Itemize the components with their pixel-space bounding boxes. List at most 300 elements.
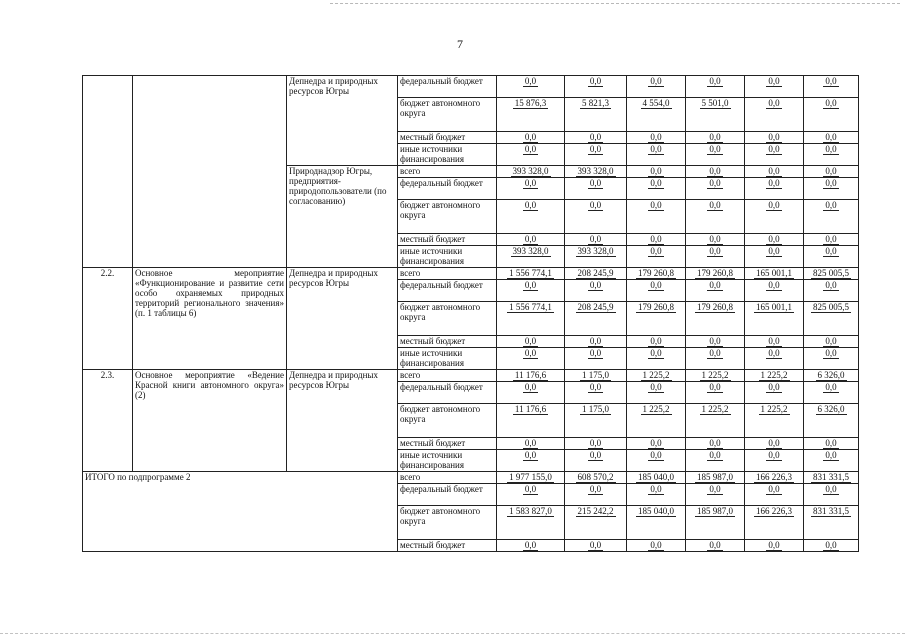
amount-value: 1 556 774,1 [509, 268, 552, 278]
amount-cell [745, 234, 804, 246]
amount-value: 1 225,2 [701, 404, 729, 414]
amount-value: 179 260,8 [638, 302, 674, 312]
amount-value: 5 821,3 [582, 98, 609, 108]
measure-code: 2.2. [83, 268, 133, 370]
funding-source: местный бюджет [398, 438, 497, 450]
amount-cell [745, 370, 804, 382]
amount-value: 0,0 [709, 200, 721, 210]
amount-value: 0,0 [825, 132, 837, 142]
amount-value: 215 242,2 [577, 506, 614, 516]
amount-cell [627, 178, 686, 200]
funding-source: бюджет автономного округа [398, 404, 497, 438]
amount-cell [686, 166, 745, 178]
amount-cell [565, 540, 627, 552]
funding-source: всего [398, 166, 497, 178]
amount-value: 1 977 155,0 [509, 472, 552, 482]
amount-cell [686, 280, 745, 302]
amount-value: 0,0 [650, 280, 662, 290]
amount-value: 0,0 [524, 484, 537, 494]
amount-value: 208 245,9 [577, 268, 614, 278]
funding-source: иные источники финансирования [398, 348, 497, 370]
amount-value: 0,0 [768, 76, 780, 86]
amount-cell [565, 506, 627, 540]
amount-cell [804, 472, 859, 484]
amount-cell [565, 348, 627, 370]
amount-value: 0,0 [589, 234, 602, 244]
amount-cell [804, 246, 859, 268]
funding-source: всего [398, 472, 497, 484]
amount-cell [565, 246, 627, 268]
amount-cell [686, 450, 745, 472]
amount-cell [745, 280, 804, 302]
amount-value: 0,0 [825, 438, 837, 448]
amount-value: 1 175,0 [582, 404, 609, 414]
amount-cell [686, 382, 745, 404]
amount-value: 0,0 [709, 234, 721, 244]
amount-cell [686, 404, 745, 438]
amount-value: 0,0 [524, 234, 537, 244]
amount-cell [804, 302, 859, 336]
amount-cell [627, 234, 686, 246]
amount-cell [627, 370, 686, 382]
amount-value: 0,0 [524, 178, 537, 188]
amount-value: 0,0 [768, 484, 780, 494]
amount-value: 0,0 [589, 484, 602, 494]
amount-value: 0,0 [650, 450, 662, 460]
amount-cell [745, 178, 804, 200]
amount-cell [627, 404, 686, 438]
amount-cell [565, 302, 627, 336]
amount-value: 0,0 [524, 382, 537, 392]
amount-value: 1 225,2 [760, 370, 788, 380]
amount-cell [497, 540, 565, 552]
amount-cell [804, 234, 859, 246]
amount-value: 0,0 [650, 144, 662, 154]
amount-cell [745, 472, 804, 484]
amount-value: 0,0 [825, 234, 837, 244]
amount-value: 0,0 [589, 132, 602, 142]
amount-value: 0,0 [524, 438, 537, 448]
amount-cell [497, 336, 565, 348]
funding-source: бюджет автономного округа [398, 302, 497, 336]
amount-value: 5 501,0 [701, 98, 729, 108]
amount-value: 825 005,5 [813, 302, 849, 312]
amount-value: 166 226,3 [756, 472, 792, 482]
amount-value: 0,0 [650, 348, 662, 358]
amount-cell [745, 484, 804, 506]
amount-value: 0,0 [825, 178, 837, 188]
amount-cell [497, 438, 565, 450]
amount-value: 0,0 [650, 382, 662, 392]
amount-value: 825 005,5 [813, 268, 849, 278]
amount-cell [497, 132, 565, 144]
amount-cell [565, 144, 627, 166]
measure-code: 2.3. [83, 370, 133, 472]
funding-source: местный бюджет [398, 234, 497, 246]
amount-cell [804, 200, 859, 234]
amount-cell [686, 76, 745, 98]
amount-value: 0,0 [709, 382, 721, 392]
amount-value: 0,0 [768, 540, 780, 550]
amount-value: 608 570,2 [577, 472, 614, 482]
amount-cell [565, 336, 627, 348]
amount-value: 0,0 [650, 76, 662, 86]
funding-source: бюджет автономного округа [398, 200, 497, 234]
amount-value: 6 326,0 [817, 370, 845, 380]
amount-value: 0,0 [589, 336, 602, 346]
amount-cell [627, 166, 686, 178]
amount-value: 6 326,0 [817, 404, 845, 414]
budget-table-body [83, 76, 859, 552]
amount-cell [627, 348, 686, 370]
amount-value: 0,0 [709, 336, 721, 346]
total-label: ИТОГО по подпрограмме 2 [83, 472, 398, 552]
amount-cell [804, 144, 859, 166]
amount-value: 179 260,8 [697, 302, 733, 312]
amount-value: 0,0 [589, 178, 602, 188]
amount-value: 179 260,8 [697, 268, 733, 278]
amount-value: 0,0 [650, 200, 662, 210]
amount-value: 0,0 [589, 540, 602, 550]
amount-value: 1 225,2 [701, 370, 729, 380]
amount-cell [686, 302, 745, 336]
amount-cell [627, 472, 686, 484]
amount-cell [686, 132, 745, 144]
amount-value: 0,0 [825, 76, 837, 86]
amount-value: 0,0 [825, 280, 837, 290]
amount-value: 0,0 [768, 132, 780, 142]
amount-cell [686, 484, 745, 506]
amount-value: 0,0 [650, 132, 662, 142]
amount-value: 0,0 [768, 200, 780, 210]
amount-value: 179 260,8 [638, 268, 674, 278]
amount-cell [804, 370, 859, 382]
funding-source: иные источники финансирования [398, 246, 497, 268]
amount-cell [497, 268, 565, 280]
amount-cell [497, 382, 565, 404]
amount-cell [804, 268, 859, 280]
funding-source: местный бюджет [398, 336, 497, 348]
amount-value: 0,0 [825, 246, 837, 256]
funding-source: бюджет автономного округа [398, 98, 497, 132]
amount-cell [627, 484, 686, 506]
amount-value: 0,0 [589, 348, 602, 358]
amount-cell [497, 246, 565, 268]
amount-value: 0,0 [589, 438, 602, 448]
amount-cell [686, 178, 745, 200]
amount-value: 0,0 [524, 280, 537, 290]
amount-value: 0,0 [709, 540, 721, 550]
amount-value: 0,0 [768, 382, 780, 392]
amount-cell [745, 144, 804, 166]
amount-value: 185 040,0 [638, 472, 674, 482]
amount-value: 165 001,1 [756, 268, 792, 278]
amount-cell [627, 280, 686, 302]
amount-value: 0,0 [709, 438, 721, 448]
amount-value: 0,0 [524, 348, 537, 358]
amount-cell [627, 450, 686, 472]
amount-cell [745, 438, 804, 450]
amount-cell [627, 336, 686, 348]
name-cell [133, 76, 287, 268]
responsible-executor: Депнедра и природных ресурсов Югры [287, 268, 398, 370]
amount-cell [804, 98, 859, 132]
amount-value: 0,0 [709, 178, 721, 188]
amount-value: 393 328,0 [512, 166, 549, 176]
amount-cell [497, 144, 565, 166]
amount-value: 0,0 [650, 234, 662, 244]
amount-cell [627, 438, 686, 450]
budget-table [82, 75, 859, 552]
amount-cell [497, 404, 565, 438]
amount-cell [804, 76, 859, 98]
amount-cell [565, 484, 627, 506]
amount-cell [804, 484, 859, 506]
funding-source: федеральный бюджет [398, 382, 497, 404]
amount-value: 165 001,1 [756, 302, 792, 312]
amount-value: 0,0 [709, 484, 721, 494]
amount-cell [686, 98, 745, 132]
amount-value: 0,0 [524, 76, 537, 86]
amount-value: 1 556 774,1 [509, 302, 552, 312]
measure-name: Основное мероприятие «Ведение Красной книги автономного округа» (2) [133, 370, 287, 472]
table-row [83, 268, 859, 280]
amount-value: 208 245,9 [577, 302, 614, 312]
amount-value: 0,0 [524, 132, 537, 142]
funding-source: федеральный бюджет [398, 280, 497, 302]
amount-value: 0,0 [524, 200, 537, 210]
scan-edge-bottom [0, 633, 905, 634]
amount-cell [565, 382, 627, 404]
amount-value: 4 554,0 [642, 98, 670, 108]
amount-cell [565, 234, 627, 246]
amount-cell [565, 268, 627, 280]
amount-cell [565, 98, 627, 132]
amount-cell [686, 200, 745, 234]
amount-cell [745, 382, 804, 404]
responsible-executor: Депнедра и природных ресурсов Югры [287, 76, 398, 166]
amount-cell [686, 506, 745, 540]
table-row [83, 370, 859, 382]
amount-value: 1 225,2 [760, 404, 788, 414]
amount-cell [804, 540, 859, 552]
amount-cell [565, 166, 627, 178]
amount-value: 0,0 [524, 336, 537, 346]
amount-value: 0,0 [825, 348, 837, 358]
amount-value: 0,0 [825, 98, 837, 108]
amount-cell [565, 370, 627, 382]
amount-cell [565, 178, 627, 200]
amount-cell [627, 506, 686, 540]
amount-value: 0,0 [825, 144, 837, 154]
amount-cell [804, 348, 859, 370]
funding-source: федеральный бюджет [398, 178, 497, 200]
amount-value: 15 876,3 [514, 98, 547, 108]
amount-value: 0,0 [524, 540, 537, 550]
amount-value: 0,0 [709, 280, 721, 290]
amount-value: 0,0 [650, 540, 662, 550]
amount-value: 1 225,2 [642, 404, 670, 414]
amount-cell [565, 472, 627, 484]
amount-value: 0,0 [709, 246, 721, 256]
amount-value: 0,0 [768, 178, 780, 188]
amount-cell [745, 246, 804, 268]
amount-value: 0,0 [825, 484, 837, 494]
responsible-executor: Депнедра и природных ресурсов Югры [287, 370, 398, 472]
amount-cell [804, 438, 859, 450]
amount-cell [804, 450, 859, 472]
amount-value: 1 583 827,0 [509, 506, 552, 516]
amount-cell [565, 438, 627, 450]
amount-value: 1 175,0 [582, 370, 609, 380]
amount-value: 0,0 [768, 336, 780, 346]
measure-name: Основное мероприятие «Функционирование и развитие сети особо охраняемых природных территорий регионального значения» (п. 1 таблицы 6) [133, 268, 287, 370]
amount-value: 393 328,0 [577, 246, 614, 256]
amount-value: 0,0 [768, 450, 780, 460]
funding-source: всего [398, 268, 497, 280]
amount-value: 0,0 [709, 166, 721, 176]
amount-value: 0,0 [589, 76, 602, 86]
amount-value: 393 328,0 [512, 246, 549, 256]
amount-value: 0,0 [589, 280, 602, 290]
amount-value: 0,0 [524, 144, 537, 154]
amount-cell [804, 506, 859, 540]
amount-value: 0,0 [589, 450, 602, 460]
amount-cell [565, 200, 627, 234]
amount-value: 0,0 [768, 98, 780, 108]
amount-value: 185 987,0 [697, 506, 733, 516]
funding-source: иные источники финансирования [398, 450, 497, 472]
amount-cell [686, 370, 745, 382]
amount-value: 0,0 [650, 484, 662, 494]
amount-value: 11 176,6 [514, 370, 547, 380]
amount-cell [627, 200, 686, 234]
amount-cell [497, 178, 565, 200]
amount-value: 0,0 [709, 132, 721, 142]
amount-value: 0,0 [589, 144, 602, 154]
amount-cell [804, 404, 859, 438]
amount-cell [627, 132, 686, 144]
amount-cell [804, 280, 859, 302]
amount-cell [745, 404, 804, 438]
amount-cell [686, 348, 745, 370]
amount-cell [627, 540, 686, 552]
funding-source: всего [398, 370, 497, 382]
amount-value: 0,0 [709, 76, 721, 86]
funding-source: иные источники финансирования [398, 144, 497, 166]
amount-cell [804, 178, 859, 200]
page-number: 7 [457, 37, 463, 51]
amount-cell [497, 370, 565, 382]
amount-cell [745, 540, 804, 552]
funding-source: местный бюджет [398, 540, 497, 552]
amount-value: 185 987,0 [697, 472, 733, 482]
table-row [83, 472, 859, 484]
amount-cell [627, 98, 686, 132]
amount-value: 0,0 [825, 200, 837, 210]
amount-cell [686, 246, 745, 268]
amount-value: 166 226,3 [756, 506, 792, 516]
amount-value: 1 225,2 [642, 370, 670, 380]
amount-cell [686, 472, 745, 484]
amount-cell [497, 450, 565, 472]
amount-value: 0,0 [825, 382, 837, 392]
amount-cell [627, 144, 686, 166]
amount-cell [804, 166, 859, 178]
amount-cell [745, 302, 804, 336]
amount-cell [497, 472, 565, 484]
funding-source: местный бюджет [398, 132, 497, 144]
amount-cell [497, 76, 565, 98]
amount-value: 0,0 [650, 166, 662, 176]
amount-cell [686, 540, 745, 552]
scan-edge-top [330, 3, 900, 4]
table-row [83, 76, 859, 98]
amount-value: 0,0 [768, 166, 780, 176]
amount-value: 0,0 [650, 178, 662, 188]
amount-value: 185 040,0 [638, 506, 674, 516]
amount-value: 0,0 [825, 450, 837, 460]
amount-cell [627, 76, 686, 98]
amount-value: 0,0 [650, 336, 662, 346]
code-cell [83, 76, 133, 268]
funding-source: федеральный бюджет [398, 76, 497, 98]
amount-value: 393 328,0 [577, 166, 614, 176]
amount-cell [686, 144, 745, 166]
amount-value: 0,0 [768, 348, 780, 358]
amount-cell [686, 268, 745, 280]
amount-value: 0,0 [768, 246, 780, 256]
amount-cell [565, 450, 627, 472]
amount-cell [804, 336, 859, 348]
amount-cell [497, 484, 565, 506]
amount-cell [497, 200, 565, 234]
amount-value: 0,0 [825, 166, 837, 176]
amount-value: 0,0 [768, 280, 780, 290]
amount-value: 0,0 [768, 438, 780, 448]
funding-source: федеральный бюджет [398, 484, 497, 506]
amount-cell [745, 348, 804, 370]
amount-cell [627, 382, 686, 404]
amount-cell [497, 166, 565, 178]
amount-cell [745, 268, 804, 280]
amount-value: 831 331,5 [813, 472, 849, 482]
amount-value: 0,0 [709, 450, 721, 460]
amount-value: 0,0 [524, 450, 537, 460]
amount-cell [565, 280, 627, 302]
amount-cell [745, 336, 804, 348]
amount-cell [745, 98, 804, 132]
amount-cell [497, 348, 565, 370]
amount-cell [686, 234, 745, 246]
amount-value: 0,0 [709, 348, 721, 358]
amount-cell [565, 404, 627, 438]
amount-value: 0,0 [650, 246, 662, 256]
amount-cell [745, 132, 804, 144]
amount-cell [497, 98, 565, 132]
amount-value: 0,0 [825, 540, 837, 550]
amount-cell [627, 246, 686, 268]
amount-cell [565, 132, 627, 144]
amount-cell [745, 200, 804, 234]
amount-cell [804, 382, 859, 404]
amount-cell [745, 76, 804, 98]
amount-value: 11 176,6 [514, 404, 547, 414]
amount-cell [497, 234, 565, 246]
funding-source: бюджет автономного округа [398, 506, 497, 540]
amount-cell [745, 506, 804, 540]
amount-value: 0,0 [768, 144, 780, 154]
